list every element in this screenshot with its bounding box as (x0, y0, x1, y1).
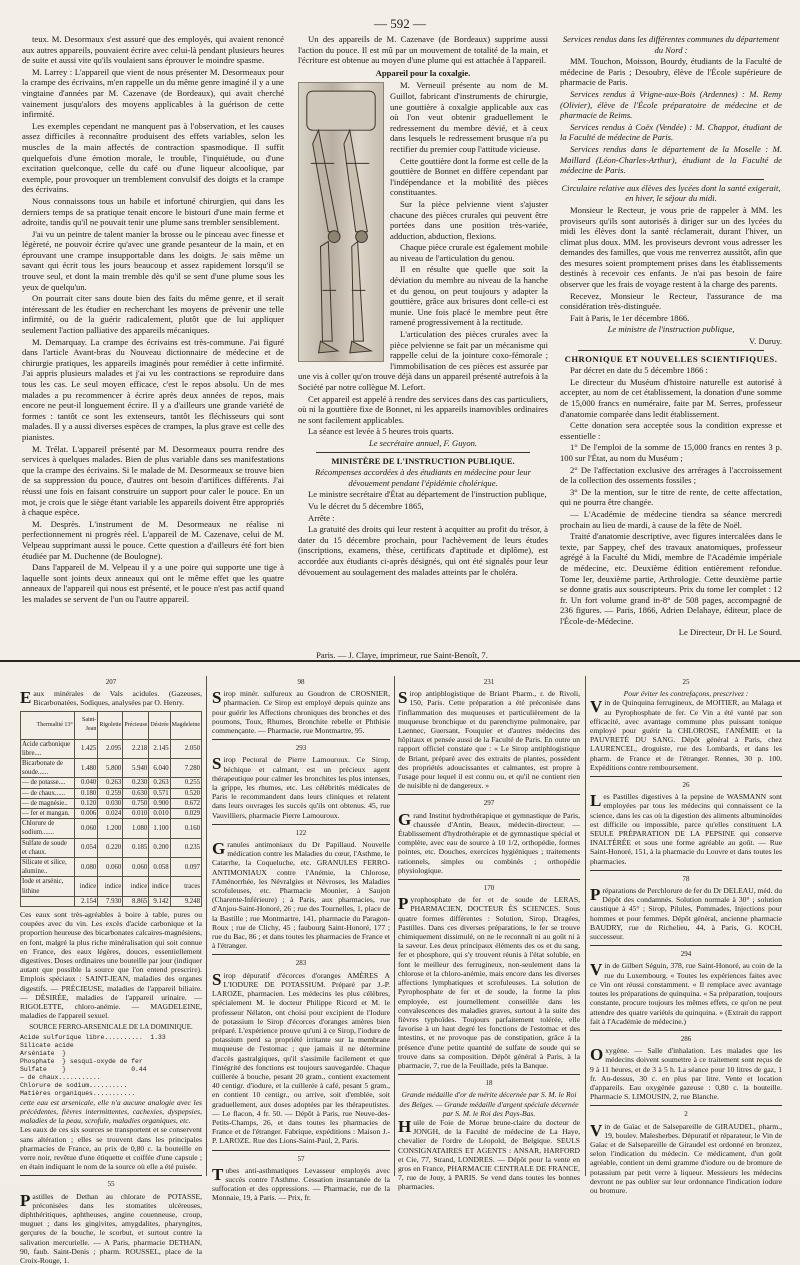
composition-line: Silicate acide (20, 1041, 74, 1049)
table-header: Saint-Jean (74, 711, 97, 739)
table-cell: 0.263 (149, 778, 170, 788)
composition-line: Chlorure de sodium.......... (20, 1081, 128, 1089)
paragraph: 3° De la mention, sur le titre de rente, de cette affectation, qui ne pourra être changée. (560, 486, 782, 508)
paragraph: Le directeur du Muséum d'histoire naturelle est autorisé à accepter, au nom de cet établissement, la donation d'une somme de 15,000 francs en numéraire, faite par M. Serres, professeur d'anatomie comparée dans ledit établissement. (560, 376, 782, 419)
ad-vin-gaiac (590, 1122, 782, 1196)
table-cell: 0.060 (123, 858, 149, 877)
table-cell: 0.520 (170, 788, 201, 798)
ad-vin-quinquina (590, 698, 782, 772)
ad-text: aux minérales de Vals acidules. (Gazeuses, Bicarbonatées, Sodiques, analysées par O. Henry. (33, 689, 202, 708)
table-cell: 0.220 (98, 838, 123, 857)
paragraph: MM. Touchon, Moisson, Bourdy, étudiants de la Faculté de médecine de Paris ; Desoubry, élève de l'École supérieure de pharmacie de Paris. (560, 56, 782, 88)
paragraph: Dans l'appareil de M. Velpeau il y a une poire qui supporte une tige à laquelle sont joints deux anneaux qui ont le même effet que les quatre anneaux de l'appareil qui nous est présenté, et le pouce n'est pas actif quand les malades se servent de l'un ou l'autre appareil. (22, 562, 284, 604)
table-header: Magdeleine (170, 711, 201, 739)
signature: Le secrétaire annuel, F. Guyon. (368, 437, 478, 448)
drop-cap: P (398, 894, 409, 914)
table-row (21, 798, 202, 808)
table-cell: — de potasse.... (21, 778, 75, 788)
table-cell: 0.060 (98, 858, 123, 877)
table-cell: Acide carbonique libre.... (21, 739, 75, 758)
table-header-row (21, 711, 202, 739)
table-cell: 0.235 (170, 838, 201, 857)
ad-text: Pour éviter les contrefaçons, prescrivez : (623, 689, 749, 699)
divider (590, 776, 782, 777)
table-cell: 1.480 (74, 759, 97, 778)
drop-cap: V (590, 1120, 603, 1140)
table-cell: 0.058 (149, 858, 170, 877)
table-cell: 7.930 (98, 896, 123, 906)
table-row (21, 809, 202, 819)
drop-cap: H (398, 1116, 412, 1136)
table-cell: 0.185 (123, 838, 149, 857)
paragraph: On pourrait citer sans doute bien des faits du même genre, et il serait intéressant de les étudier en recherchant les moyens de prévenir une telle infirmité, ou de la guérir radicalement, plutôt que de lui appliquer seulement l'action palliative des appareils mécaniques. (22, 293, 284, 336)
ad-number: 2 (684, 1110, 688, 1119)
table-cell: 8.865 (123, 896, 149, 906)
table-header: Thermalité 13° (21, 711, 75, 739)
column-rule (394, 676, 395, 1176)
ad-number: 286 (680, 1034, 692, 1043)
printer-footer: Paris. — J. Claye, imprimeur, rue Saint-Benoît, 7. (316, 650, 488, 660)
section-subheading: Récompenses accordées à des étudiants en médecine pour leur dévouement pendant l'épidémie cholérique. (315, 467, 531, 488)
drop-cap: G (398, 809, 412, 829)
ad-text: in de Gilbert Séguin, 378, rue Saint-Honoré, au coin de la rue du Luxembourg. « Toutes les expériences faites avec ce Vin ont réussi constamment. « Il remplace avec avantage toutes les préparations de quinquina. « Sa préparation, toujours constante, procure toujours les mêmes effets, ce qu'on ne peut attendre des quatre variétés du quinquina. » (Extrait du rapport fait à l'Académie de médecine.) (590, 961, 782, 1026)
table-cell: 9.142 (149, 896, 170, 906)
ad-vals-waters (20, 689, 202, 707)
table-cell: 0.010 (149, 809, 170, 819)
ad-text: réparations de Perchlorure de fer du Dr DELEAU, méd. du Dépôt des condamnés. Solution normale à 30° ; solution caustique à 45° ; Sirop, Pilules, Pommades, Injections pour hommes et pour femmes. Dépôt général, ancienne pharmacie BAUDRY, rue de Richelieu, 44, à Paris, G. KOCH, successeur. (590, 886, 782, 942)
paragraph: M. Desprès. L'instrument de M. Desormeaux ne réalise ni perfectionnement ni progrès réel. L'appareil de M. Cazenave, celui de M. Velpeau supprimant aussi le pouce. Cette question a d'ailleurs été fort bien étudiée par M. Duchenne (de Boulogne). (22, 518, 284, 561)
table-cell: traces (170, 877, 201, 896)
ad-text: es Pastilles digestives à la pepsine de WASMANN sont employées par tous les médecins qui connaissent ce la science, dans les cas où la digestion des aliments albuminoïdes est difficile ou impossible, parce qu'elles constituent LA SEULE PRÉPARATION DE LA PEPSINE qui conserve INALTÉRÉE et sous une forme agréable au goût. — Rue Saint-Honoré, 151, à la pharmacie du Louvre et dans toutes les pharmacies. (590, 792, 782, 866)
ad-dethan-pastilles (20, 1192, 202, 1265)
paragraph: teux. M. Desormaux s'est assuré que des employés, qui avaient renoncé aux autres appareils, pouvaient écrire avec celui-là pendant plusieurs heures de suite et aussi vite qu'ils voulaient sans éprouver le moindre spasme. (22, 34, 284, 66)
table-cell: 2.218 (123, 739, 149, 758)
paragraph: Cet appareil est appelé à rendre des services dans des cas particuliers, où ni la gouttière fixe de Bonnet, ni les appareils inamovibles ordinaires ne sont facilement applicables. (298, 393, 548, 425)
drop-cap: V (590, 697, 603, 717)
table-cell: 1.425 (74, 739, 97, 758)
table-cell: 0.263 (98, 778, 123, 788)
table-row (21, 877, 202, 896)
article-column-1 (22, 34, 284, 654)
ad-number: 26 (682, 781, 690, 790)
ad-number: 293 (295, 744, 307, 753)
composition-line: Arséniate } (20, 1049, 67, 1057)
ad-number: 294 (680, 950, 692, 959)
table-cell: Bicarbonate de soude...... (21, 759, 75, 778)
ad-vin-seguin (590, 961, 782, 1025)
ferro-arsenical-composition (20, 1034, 202, 1098)
page-number: — 592 — (374, 16, 426, 31)
drop-cap: G (212, 839, 226, 859)
drop-cap: E (20, 688, 32, 708)
ad-subheading: SOURCE FERRO-ARSENICALE DE LA DOMINIQUE. (29, 1022, 193, 1031)
ad-number: 231 (483, 678, 495, 686)
table-cell: — fer et mangan. (21, 809, 75, 819)
section-heading: CHRONIQUE ET NOUVELLES SCIENTIFIQUES. (564, 353, 778, 364)
paragraph: Arrête : (308, 512, 335, 523)
advertisements-divider (0, 660, 800, 662)
paragraph: Recevez, Monsieur le Recteur, l'assurance de ma considération très-distinguée. (560, 290, 782, 312)
table-row (21, 896, 202, 906)
ad-text: irop dépuratif d'écorces d'oranges AMÈRES A L'IODURE DE POTASSIUM. Préparé par J.-P. LAROZE, pharmacien. Les médecins les plus célèbres, spécialement M. le docteur Philippe Ricord et M. le professeur Nélaton, ont choisi pour excipient de l'Iodure de potassium le Sirop d'écorces d'oranges amères bien préparé. L'expérience prouve qu'uni à ce Sirop, l'iodure de potassium perd sa propriété irritante sur la membrane muqueuse de l'estomac ; que jamais il ne détermine d'accès gastralgiques, qu'il s'assimile facilement et que l'intégrité des fonctions est toujours sauvegardée. Chaque cuillerée à bouche, pesant 20 gram., contient exactement 40 centigr. d'iodure, et la cuillerée à café, pesant 5 gram., en contient 10 centigr., ou arrive, soit d'emblée, soit graduellement, aux doses adoptées par les thérapeutistes. — Le flacon, 4 fr. 50. — Dépôt à Paris, rue Neuve-des-Petits-Champs, 26, et dans toutes les pharmacies de France et de l'étranger. Fabrique, expéditions : Maison J.-P. LAROZE. Rue des Lions-Saint-Paul, 2, Paris. (212, 970, 390, 1146)
table-cell: 0.230 (123, 778, 149, 788)
drop-cap: P (590, 885, 601, 905)
leg-brace-illustration (299, 83, 383, 361)
paragraph: Chaque pièce crurale est également mobile au niveau de l'articulation du genou. (390, 242, 548, 263)
section-heading: MINISTÈRE DE L'INSTRUCTION PUBLIQUE. (331, 455, 515, 466)
drop-cap: V (590, 960, 603, 980)
table-row (21, 759, 202, 778)
table-cell: 1.100 (149, 819, 170, 838)
paragraph: Services rendus à Coëx (Vendée) : M. Chappot, étudiant de la Faculté de médecine de Paris. (560, 121, 782, 143)
table-cell: 1.200 (98, 819, 123, 838)
ad-number: 25 (682, 678, 690, 686)
mineral-analysis-table (20, 711, 202, 907)
editor-signature: Le Directeur, Dr H. Le Sourd. (678, 627, 782, 638)
drop-cap: P (20, 1190, 31, 1210)
drop-cap: S (212, 754, 222, 774)
article-column-2 (298, 34, 548, 654)
table-row (21, 838, 202, 857)
ad-number: 207 (105, 678, 117, 686)
table-cell: 2.050 (170, 739, 201, 758)
table-cell (21, 896, 75, 906)
paragraph: Par décret en date du 5 décembre 1866 : (570, 365, 708, 376)
table-header: Précieuse (123, 711, 149, 739)
signature: Le ministre de l'instruction publique, (607, 324, 735, 335)
section-subheading: Services rendus dans les différentes communes du département du Nord : (562, 34, 780, 55)
paragraph: J'ai vu un peintre de talent manier la brosse ou le pinceau avec finesse et légèreté, ne pouvoir écrire qu'avec une grande pesanteur de la main, et en éprouvant une crampe insupportable dans les doigts. Je sais même un savant qui écrit tous les jours beaucoup et assez rapidement lorsqu'il se trouve seul, et dont la main tremble dès qu'il se sent d'une plume sous les yeux de quelqu'un. (22, 228, 284, 292)
paragraph: Traité d'anatomie descriptive, avec figures intercalées dans le texte, par Sappey, chef des travaux anatomiques, professeur agrégé à la Faculté du Midi, membre de l'Académie impériale de médecine, etc. Deuxième édition entièrement refondue. Tome Ier, deuxième partie, Arthrologie. Cette deuxième partie se donne gratis aux souscripteurs. Prix du tome Ier complet : 12 fr. Un fort volume grand in-8° de 508 pages, accompagné de 236 figures. — Paris, 1866, Adrien Delahaye, éditeur, place de l'École-de-Médecine. (560, 531, 782, 626)
paragraph: Monsieur le Recteur, je vous prie de rappeler à MM. les proviseurs qu'ils sont autorisés à diriger sur un des lycées du midi les élèves dont la santé réclamerait, durant l'hiver, un climat plus doux. MM. les proviseurs devront vous adresser les demandes des familles, que vous me renverrez aussitôt, afin que des mesures soient promptement prises dans les établissements destinés à recevoir ces enfants. Je n'ai pas besoin de faire observer que les frais de voyage restent à la charge des parents. (560, 204, 782, 290)
ad-oxygene (590, 1046, 782, 1101)
ad-number: 55 (107, 1180, 115, 1189)
ad-perchlorure-fer (590, 886, 782, 941)
drop-cap: S (212, 969, 222, 989)
signature-name: V. Duruy. (749, 336, 782, 347)
ad-text: cette eau est arsenicale, elle n'a aucune analogie avec les précédentes, fièvres intermittentes, cachexies, dyspepsies, maladies de la peau, scrofule, maladies organiques, etc. (20, 1097, 202, 1126)
table-cell: — de chaux...... (21, 788, 75, 798)
ad-number: 122 (295, 828, 307, 837)
ad-sirop-oranges (212, 971, 390, 1146)
ad-text: rand Institut hydrothérapique et gymnastique de Paris, chaussée d'Antin, Beaux, médecin-directeur. — Établissement d'hydrothérapie et de gymnastique spécial et complète, avec eau de source à 10 1/2, orthopédie, formes pointes, etc. Douches, exercices hygiéniques ; traitements rationnels, simples ou combinés ; orthopédie physiologique. (398, 810, 580, 875)
divider (590, 945, 782, 946)
table-cell: 6.040 (149, 759, 170, 778)
divider (578, 350, 764, 351)
table-cell: — de magnésie.. (21, 798, 75, 808)
paragraph: La gratuité des droits qui leur restent à acquitter au profit du trésor, à dater du 15 décembre prochain, pour l'achèvement de leurs études (inscriptions, examens, thèse, certificats d'aptitude et diplôme), est accordée aux étudiants ci-après désignés, qui ont été signalés pour leur dévouement au soulagement des malades atteints par le choléra. (298, 524, 548, 577)
table-cell: 0.900 (149, 798, 170, 808)
paragraph: Cette donation sera acceptée sous la condition expresse et essentielle : (560, 420, 782, 441)
table-cell: indice (98, 877, 123, 896)
ad-sirop-goudron (212, 689, 390, 735)
ad-pyrophosphate-leras (398, 895, 580, 1070)
drop-cap: S (212, 688, 222, 708)
divider (578, 179, 764, 180)
table-cell: 0.097 (170, 858, 201, 877)
paragraph: Vu le décret du 5 décembre 1865, (308, 500, 424, 511)
table-cell: indice (74, 877, 97, 896)
table-row (21, 788, 202, 798)
divider (20, 1175, 202, 1176)
ad-number: 98 (297, 678, 305, 686)
drop-cap: L (590, 791, 602, 811)
table-header: Désirée (149, 711, 170, 739)
paragraph: M. Larrey : L'appareil que vient de nous présenter M. Desormeaux pour la crampe des écrivains, m'en rappelle un du même genre imaginé il y a une vingtaine d'années par M. Cazenave (de Bordeaux), qui avait cherché vainement jusqu'alors des moyens applicables à la guérison de cette infirmité. (22, 66, 284, 120)
divider (316, 452, 530, 453)
ad-column-3 (398, 676, 580, 1192)
divider (212, 824, 390, 825)
table-cell: Silicate et silice, alumine.. (21, 858, 75, 877)
paragraph: M. Demarquay. La crampe des écrivains est très-commune. J'ai figuré dans l'article Avant-bras du Nouveau dictionnaire de médecine et de chirurgie pratiques, les appareils imaginés pour remédier à cette infirmité. J'ai appris plusieurs malades et j'ai vu les contractions se reproduire dans tous les cas. Le seul moyen efficace, c'est le repos absolu. Un de mes malades a pu recommencer à écrire après deux années de repos, mais encore ne peut-il longuement écrire. Il y a d'ailleurs une grande variété de formes : tantôt ce sont les extenseurs, tantôt les fléchisseurs qui sont malades. Il y a aussi diverses espèces de crampes, la plus grave est celle des pianistes. (22, 336, 284, 442)
divider (590, 1105, 782, 1106)
table-cell: 0.120 (74, 798, 97, 808)
table-cell: 0.040 (74, 778, 97, 788)
ad-text: in de Gaïac et de Salsepareille de GIRAUDEL, pharm., 19, boulev. Malesherbes. Dépuratif et réparateur, le Vin de Gaïac et de Salsepareille de Giraudel est ordonné en bronzez, selon l'indication du médecin. Ce médicament, d'un goût agréable, contient un demi gramme d'iodure ou de bromure de potassium par petit verre à liqueur. Messieurs les médecins devront ne pas oublier sur leur ordonnance l'indication iodure ou bromure. (590, 1121, 782, 1195)
ad-text: irop antiphlogistique de Briant Pharm., r. de Rivoli, 150, Paris. Cette préparation a été préconisée dans l'inflammation des muqueuses et particulièrement de la muqueuse bronchique et du parenchyme pulmonaire, par Laennec, Guersant, Fouquier et d'autres médecins des hôpitaux et pensée aussi de la Faculté de Paris. En outre un rapport officiel constate que : « Le Sirop antiphlogistique de Briant, préparé avec des extraits de plantes, possèdent des propriétés adoucissantes et calmantes, est propre à l'usage pour lequel il est connu ou, et qu'il ne contient rien de nuisible ni de dangereux. » (398, 689, 580, 791)
ad-text: in de Quinquina ferrugineux, de MOITIER, au Malaga et au Pyrophosphate de fer. Ce Vin a été vanté par son efficacité, avec avantage commune plus puissant tonique employé pour guérir la CHLOROSE, l'ANÉMIE et la PAUVRETÉ DU SANG. Dépôt général à Paris, chez LAURENCEL, droguiste, rue des Lombards, et dans les pharm. de France et de l'étranger. Rennes, 30 p. 100. Expéditions contre remboursement. (590, 698, 782, 772)
table-cell: 0.029 (170, 809, 201, 819)
ad-text: Grande médaille d'or de mérite décernée par S. M. le Roi des Belges. — Grande médaille d'argent spéciale décernée par S. M. le Roi des Pays-Bas. (399, 1090, 579, 1118)
paragraph: Un des appareils de M. Cazenave (de Bordeaux) supprime aussi l'action du pouce. Il est mû par un mouvement de totalité de la main, et l'écriture est obtenue au moyen d'une plume qui est attachée à l'appareil. (298, 34, 548, 66)
divider (212, 739, 390, 740)
composition-line: — de chaux........... (20, 1073, 101, 1081)
table-cell: 0.054 (74, 838, 97, 857)
table-cell: Chlorure de sodium....... (21, 819, 75, 838)
table-cell: 0.571 (149, 788, 170, 798)
article-column-3 (560, 34, 782, 654)
column-rule (206, 676, 207, 1176)
paragraph: Fait à Paris, le 1er décembre 1866. (570, 312, 690, 323)
ad-number: 78 (682, 874, 690, 883)
paragraph: — L'Académie de médecine tiendra sa séance mercredi prochain au lieu de mardi, à cause de la fête de Noël. (560, 508, 782, 530)
ad-text: Les eaux de ces six sources se transportent et se conservent sans altération ; elles se trouvent dans les principales pharmacies de France, au prix de 0,80 c. la bouteille en verre noir, revêtue d'une étiquette et coiffée d'une capsule ; en étain indiquant le nom de la source où elle a été puisée. (20, 1125, 202, 1172)
table-cell: 0.630 (123, 788, 149, 798)
ad-number: 57 (297, 1154, 305, 1163)
ad-column-4 (590, 676, 782, 1195)
table-cell: 5.940 (123, 759, 149, 778)
table-cell: Sulfate de soude et chaux. (21, 838, 75, 857)
coxalgia-apparatus-figure (298, 82, 384, 362)
ad-number: 170 (483, 884, 495, 893)
paragraph: Sur la pièce pelvienne vient s'ajuster chacune des pièces crurales qui peuvent être portées dans une position très-variée, adduction, abduction, flexions. (390, 198, 548, 241)
paragraph: Services rendus à Vrigne-aux-Bois (Ardennes) : M. Remy (Olivier), élève de l'École préparatoire de médecine et de pharmacie de Reims. (560, 88, 782, 121)
drop-cap: O (590, 1045, 604, 1065)
table-cell: 0.255 (170, 778, 201, 788)
ad-text: irop Pectoral de Pierre Lamouroux. Ce Sirop, béchique et calmant, est un précieux agent thérapeutique pour calmer les bronchites les plus intenses, la grippe, les rhumes, etc. Les célébrités médicales de Paris le recommandent dans leurs cliniques et relatent dans leurs ouvrages les succès qu'ils ont obtenus. 45, rue Vauvilliers, pharmacie Pierre Lamouroux. (212, 755, 390, 820)
divider (590, 1030, 782, 1031)
paragraph: L'articulation des pièces crurales avec la pièce pelvienne se fait par un mécanisme qui rappelle celui de la jointure coxo-fémorale ; l'immobilisation de ces pièces est assurée par une vis à coller qu'on trouve déjà dans un appareil présenté autrefois à la Société par notre collègue M. Lefort. (298, 329, 548, 392)
ad-text: ubes anti-asthmatiques Levasseur employés avec succès contre l'Asthme. Cessation instantanée de la suffocation et des oppressions. — Pharmacie, rue de la Monnaie, 19, à Paris. — Prix, fr. (212, 1165, 390, 1203)
table-cell: 0.080 (74, 858, 97, 877)
composition-line: Sulfate } 0.44 (20, 1065, 147, 1073)
divider (398, 1074, 580, 1075)
ad-tubes-levasseur (212, 1166, 390, 1203)
ad-number: 297 (483, 799, 495, 808)
ad-text: Ces eaux sont très-agréables à boire à table, pures ou coupées avec du vin. Les excès d'acide carbonique et la proportion heureuse des bicarbonates calcaires-magnésiens, en font, malgré la plus riche minéralisation qui soit connue en France, des eaux légères, douces, essentiellement digestives. Doses ordinaires une bouteille par jour (indiquer autant que possible la source que l'on entend prescrire). Emplois spéciaux : SAINT-JEAN, maladies des organes digestifs. — PRÉCIEUSE, maladies de l'appareil biliaire. — DÉSIRÉE, maladies de l'appareil urinaire. — RIGOLETTE, chloro-anémie. — MAGDELEINE, maladies de l'appareil sexuel. (20, 910, 202, 1021)
divider (212, 1150, 390, 1151)
table-row (21, 778, 202, 788)
paragraph: Le ministre secrétaire d'État au département de l'instruction publique, (308, 489, 547, 500)
table-cell: 1.080 (123, 819, 149, 838)
ad-number: 283 (295, 959, 307, 968)
ad-huile-foie-morue (398, 1118, 580, 1192)
table-cell: 0.259 (98, 788, 123, 798)
table-cell: 0.200 (149, 838, 170, 857)
table-cell: indice (123, 877, 149, 896)
table-cell: 2.154 (74, 896, 97, 906)
paragraph: Services rendus dans le département de la Moselle : M. Maillard (Léon-Charles-Arthur), étudiant de la Faculté de médecine de Paris. (560, 143, 782, 176)
table-cell: 7.280 (170, 759, 201, 778)
ad-text: uile de Foie de Morue brune-claire du docteur de JONGH, de la Faculté de médecine de La Haye, chevalier de l'ordre de Léopold, de Belgique. SEULS CONSIGNATAIRES ET AGENTS : ANSAR, HARFORD et Cie, 77, Strand, LONDRES. — Dépôt pour la vente en gros en France, PHARMACIE CENTRALE DE FRANCE, 7, rue de Jouy, à PARIS. Se vend dans toutes les bonnes pharmacies. (398, 1117, 580, 1192)
composition-line: Acide sulfurique libre.......... 1.33 (20, 1033, 166, 1041)
table-cell: Iode et arsénic, lithine (21, 877, 75, 896)
paragraph: M. Trélat. L'appareil présenté par M. Desormeaux pourra rendre des services à quelques malades. Bien de plus variable dans ses manifestations que la crampe des écrivains. Si le malade de M. Desormeaux se trouve bien de sa suppression du pouce, d'autres ont besoin d'artifices différents. J'ai réussi une fois en faisant construire un support pour caler le pouce. En un mot, je crois que le siège étant variable les appareils doivent être appropriés à chaque espèce. (22, 443, 284, 518)
table-row (21, 739, 202, 758)
ad-sirop-lamouroux (212, 755, 390, 819)
ad-column-2 (212, 676, 390, 1203)
table-cell: 0.060 (74, 819, 97, 838)
ad-sirop-briant (398, 689, 580, 790)
table-cell: 0.180 (74, 788, 97, 798)
table-cell: 0.160 (170, 819, 201, 838)
paragraph: Les exemples cependant ne manquent pas à l'observation, et les causes assez difficiles à reconnaître produisent des effets variables, selon les muscles de la main affectés de contraction spasmodique. Il suffit quelquefois d'une émotion morale, le trouble, l'inquiétude, ou d'une excitation quelconque, celle du café ou d'une liqueur alcoolique, par exemple, pour provoquer un tremblement convulsif des doigts et la crampe des écrivains. (22, 120, 284, 195)
paragraph: Nous connaissons tous un habile et infortuné chirurgien, qui dans les derniers temps de sa pratique tenait encore le bistouri d'une main ferme et adroite, tandis qu'il ne pouvait tenir une plume sans trembler sensiblement. (22, 195, 284, 228)
divider (590, 870, 782, 871)
section-heading: Circulaire relative aux élèves des lycées dont la santé exigerait, en hiver, le séjour du midi. (561, 182, 781, 204)
ad-text: yrophosphate de fer et de soude de LERAS, PHARMACIEN, DOCTEUR ÈS SCIENCES. Sous quatre formes différentes : Solution, Sirop, Dragées, Pastilles. Dans ces diverses préparations, le fer se trouve chimiquement dissimulé, on ne le reconnaît ni au goût ni à la saveur. Les deux principaux éléments des os et du sang, fer et phosphore, qui s'y trouvent réunis à l'état soluble, en font le meilleur des ferrugineux, non-seulement dans la chlorose et la chloro-anémie, mais encore dans les diverses affections lymphatiques et scrofuleuses. La solution de Pyrophosphate de fer et de soude, la forme la plus employée, est journellement conseillée dans les convalescences des maladies graves, surtout à la suite des fièvres typhoïdes. Toujours parfaitement tolérée, elle favorise à un haut degré les fonctions de l'estomac et des intestins, et ne provoque pas de constipation, grâce à la présence d'une petite quantité de sulfate de soude qui se trouve dans sa composition. Dépôt général à Paris, à la pharmacie, 7, rue de la Feuillade, près la Banque. (398, 895, 580, 1070)
ad-text: xygène. — Salle d'inhalation. Les malades que les médecins doivent soumettre à ce traitement sont reçus de 9 à 11 heures, et de 3 à 5 h. La séance pour 10 litres de gaz, 1 fr. Au-dessus, 30 c. en plus par litre. Vente et location d'appareils. Eau oxygénée gazeuse : 0,80 c. la bouteille. Pharmacie S. LIMOUSIN, 2, rue Blanche. (590, 1046, 782, 1102)
table-cell: 2.145 (149, 739, 170, 758)
table-cell: 0.006 (74, 809, 97, 819)
table-row (21, 858, 202, 877)
table-row (21, 819, 202, 838)
ad-text: astilles de Dethan au chlorate de POTASSE, préconisées dans les stomatites ulcéreuses, diphthéritiques, aphtheuses, angine couenneuse, croup, muguet ; dans les gingivites, amygdalites, pharyngites, gerçures de la bouche, le scorbut, et surtout contre la salivation mercurielle. — A Paris, pharmacie DETHAN, 90, faub. Saint-Denis ; pharm. ROUSSEL, place de la Croix-Rouge, 1. (20, 1191, 202, 1265)
ad-text: irop minér. sulfureux au Goudron de CROSNIER, pharmacien. Ce Sirop est employé depuis quinze ans pour guérir les Affections chroniques des bronches et des poumons, Toux, Rhumes, Bronchite rebelle et Phthisie commençante. — Pharmacie, rue Montmartre, 95. (212, 689, 390, 736)
table-cell: 9.248 (170, 896, 201, 906)
paragraph: 1° De l'emploi de la somme de 15,000 francs en rentes 3 p. 100 sur l'État, au nom du Muséum ; (560, 442, 782, 463)
ad-granules-papillaud (212, 840, 390, 950)
ad-number: 18 (485, 1079, 493, 1088)
divider (398, 794, 580, 795)
drop-cap: T (212, 1164, 224, 1184)
divider (398, 879, 580, 880)
paragraph: 2° De l'affectation exclusive des arrérages à l'accroissement de la collection des ossements fossiles ; (560, 464, 782, 486)
table-cell: 5.800 (98, 759, 123, 778)
drop-cap: S (398, 688, 408, 708)
paragraph: La séance est levée à 5 heures trois quarts. (308, 426, 454, 437)
table-header: Rigolette (98, 711, 123, 739)
divider (212, 954, 390, 955)
composition-line: Phosphate } sesqui-oxyde de fer (20, 1057, 143, 1065)
table-cell: 2.095 (98, 739, 123, 758)
ad-text: ranules antimoniaux du Dr Papillaud. Nouvelle médication contre les Maladies du cœur, l'Asthme, le Catarrhe, la Coqueluche, etc. GRANULES FERRO-ANTIMONIAUX contre l'Anémie, la Chlorose, l'Aménorrhée, les Névralgies et Névroses, les Maladies scrofuleuses, etc. Pharmacie Mounier, à Saujon (Charente-Inférieure) ; à Paris, aux pharmacies, rue d'Anjou-Saint-Honoré, 26 ; rue des Tournelles, 1, place de la Bastille ; rue Montmartre, 141, pharmacie du Paragon-Roux ; rue de Clichy, 45 ; faubourg Saint-Honoré, 177 ; rue du Bac, 86 ; et dans toutes les pharmacies de France et à l'étranger. (212, 840, 390, 951)
ad-institut-hydrotherapique (398, 811, 580, 875)
column-rule (585, 676, 586, 1176)
paragraph: Il en résulte que quelle que soit la déviation du membre au niveau de la hanche et du genou, on peut toujours y adapter la gouttière, grâce aux brisures dont celle-ci est munie. Une fois placé le membre peut être ramené progressivement à la rectitude. (390, 264, 548, 328)
section-heading: Appareil pour la coxalgie. (375, 67, 471, 78)
ad-column-1 (20, 676, 202, 1265)
table-cell: 0.010 (123, 809, 149, 819)
composition-line: Matières organiques........... (20, 1089, 136, 1097)
ad-pastilles-pepsine (590, 792, 782, 866)
table-cell: 0.750 (123, 798, 149, 808)
paragraph: Cette gouttière dont la forme est celle de la gouttière de Bonnet en diffère cependant par l'indépendance et la mobilité des pièces constituantes. (390, 155, 548, 198)
table-cell: 0.672 (170, 798, 201, 808)
paragraph: M. Verneuil présente au nom de M. Guillot, fabricant d'instruments de chirurgie, une gouttière à coxalgie applicable aux cas où l'on veut obtenir graduellement le redressement du membre dévié, et à ceux dans lesquels le redressement brusque n'a pu rectifier du premier coup l'attitude vicieuse. (390, 80, 548, 154)
table-cell: 0.024 (98, 809, 123, 819)
table-cell: 0.030 (98, 798, 123, 808)
table-cell: indice (149, 877, 170, 896)
